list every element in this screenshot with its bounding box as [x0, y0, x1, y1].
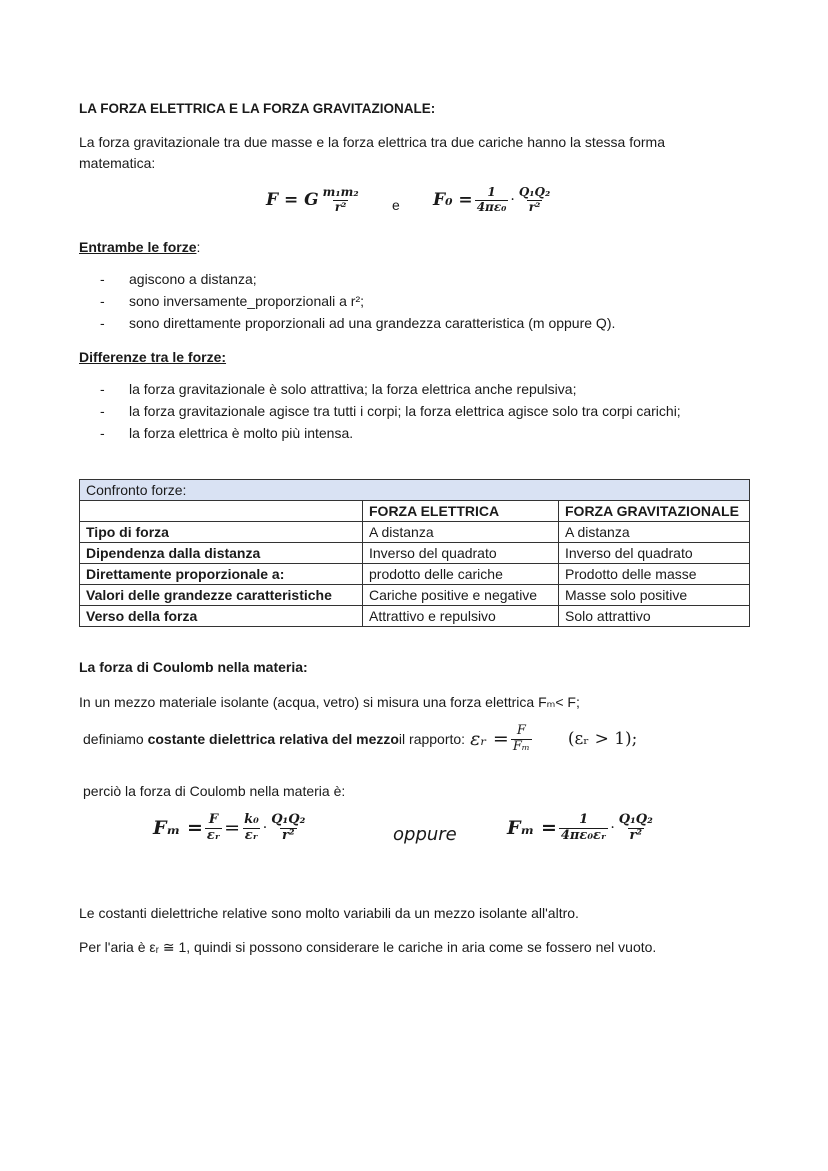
oppure-label: oppure [393, 824, 457, 845]
fm2-lhs: Fₘ = [507, 817, 557, 840]
bullet-marker: - [100, 425, 105, 441]
table-cell: Masse solo positive [559, 585, 750, 606]
table-row [80, 522, 750, 543]
table-header-cell: FORZA GRAVITAZIONALE [559, 501, 750, 522]
eps-condition: (εᵣ > 1); [567, 729, 638, 750]
fm-num-2: k₀ [244, 812, 259, 827]
formula-conjunction: e [392, 197, 400, 213]
page-title: LA FORZA ELETTRICA E LA FORZA GRAVITAZIONALE: [79, 101, 436, 116]
table-cell: Verso della forza [80, 606, 363, 627]
table-row [80, 606, 750, 627]
coulomb-heading: La forza di Coulomb nella materia: [79, 659, 308, 675]
fm2-den-1: 4πε₀εᵣ [560, 827, 607, 843]
table-header-cell: FORZA ELETTRICA [363, 501, 559, 522]
bullet-marker: - [100, 403, 105, 419]
table-cell: Inverso del quadrato [559, 543, 750, 564]
fm2-den-2: r² [629, 827, 643, 843]
grav-num: m₁m₂ [322, 185, 359, 199]
fm-num-1: F [208, 812, 219, 827]
elec-den-2: r² [528, 199, 541, 214]
intro-line-2: matematica: [79, 155, 156, 171]
fm-fraction-3 [269, 813, 307, 844]
fm-fraction-2 [242, 813, 261, 844]
table-cell: Cariche positive e negative [363, 585, 559, 606]
table-cell: Prodotto delle masse [559, 564, 750, 585]
fm2-num-1: 1 [579, 812, 589, 827]
table-cell: A distanza [559, 522, 750, 543]
both-heading-colon: : [196, 239, 201, 255]
eps-num: F [516, 723, 526, 738]
closing-line-1: Le costanti dielettriche relative sono molto variabili da un mezzo isolante all'altro. [79, 905, 579, 921]
fm-fraction-1 [205, 813, 222, 844]
fm-den-3: r² [281, 827, 295, 843]
bullet-marker: - [100, 271, 105, 287]
dot-operator: · [610, 820, 615, 837]
fm2-num-2: Q₁Q₂ [618, 812, 653, 827]
elec-fraction-1 [475, 186, 509, 215]
table-cell: Tipo di forza [80, 522, 363, 543]
elec-lhs: F₀ = [433, 190, 473, 211]
table-cell: Direttamente proporzionale a: [80, 564, 363, 585]
fm-formula-2 [507, 813, 657, 844]
both-heading [79, 237, 200, 258]
fm-formula-1 [153, 813, 309, 844]
table-cell: Attrattivo e repulsivo [363, 606, 559, 627]
diff-heading: Differenze tra le forze: [79, 349, 227, 365]
fm-num-3: Q₁Q₂ [271, 812, 306, 827]
table-row [80, 585, 750, 606]
fm2-fraction-2 [617, 813, 655, 844]
bullet-marker: - [100, 381, 105, 397]
table-cell: A distanza [363, 522, 559, 543]
list-item: agiscono a distanza; [129, 271, 257, 287]
elec-num-1: 1 [487, 185, 496, 199]
table-caption: Confronto forze: [80, 480, 750, 501]
eps-fraction [511, 724, 532, 755]
closing-line-2: Per l'aria è εᵣ ≅ 1, quindi si possono considerare le cariche in aria come se fossero nel vuoto. [79, 939, 657, 955]
definition-term: costante dielettrica relativa del mezzo [147, 731, 399, 748]
elec-num-2: Q₁Q₂ [518, 185, 551, 199]
electric-formula [433, 186, 554, 215]
comparison-table [79, 479, 750, 627]
eps-lhs: εᵣ = [470, 728, 509, 751]
elec-fraction-2 [517, 186, 552, 215]
fm2-fraction-1 [559, 813, 608, 844]
table-cell: Dipendenza dalla distanza [80, 543, 363, 564]
elec-den-1: 4πε₀ [476, 199, 507, 214]
fm-den-2: εᵣ [244, 827, 259, 843]
bullet-marker: - [100, 293, 105, 309]
grav-lhs: F = G [266, 190, 319, 211]
eps-den: Fₘ [512, 738, 530, 754]
list-item: sono inversamente_proporzionali a r²; [129, 293, 365, 309]
coulomb-line-2 [83, 724, 637, 755]
coulomb-line-1: In un mezzo materiale isolante (acqua, vetro) si misura una forza elettrica Fₘ< F; [79, 694, 580, 710]
table-header-row [80, 501, 750, 522]
intro-line-1: La forza gravitazionale tra due masse e la forza elettrica tra due cariche hanno la stessa forma [79, 134, 665, 150]
list-item: sono direttamente proporzionali ad una grandezza caratteristica (m oppure Q). [129, 315, 616, 331]
list-item: la forza gravitazionale agisce tra tutti i corpi; la forza elettrica agisce solo tra corpi carichi; [129, 403, 681, 419]
intro-paragraph [79, 132, 665, 174]
grav-den: r² [334, 199, 347, 214]
table-row [80, 564, 750, 585]
grav-fraction [321, 186, 361, 215]
dot-operator: · [510, 192, 515, 209]
table-cell: Valori delle grandezze caratteristiche [80, 585, 363, 606]
table-cell: prodotto delle cariche [363, 564, 559, 585]
table-header-cell [80, 501, 363, 522]
definition-prefix: definiamo [83, 731, 144, 748]
coulomb-line-3: perciò la forza di Coulomb nella materia è: [83, 783, 346, 799]
list-item: la forza elettrica è molto più intensa. [129, 425, 354, 441]
definition-suffix: il rapporto: [398, 731, 466, 748]
dot-operator: · [262, 820, 268, 837]
table-caption-row [80, 480, 750, 501]
list-item: la forza gravitazionale è solo attrattiva; la forza elettrica anche repulsiva; [129, 381, 577, 397]
both-heading-text: Entrambe le forze [79, 239, 197, 255]
gravitational-formula [266, 186, 363, 215]
bullet-marker: - [100, 315, 105, 331]
table-cell: Inverso del quadrato [363, 543, 559, 564]
fm-den-1: εᵣ [206, 827, 221, 843]
table-row [80, 543, 750, 564]
equals-sign: = [224, 817, 241, 840]
table-cell: Solo attrattivo [559, 606, 750, 627]
fm-lhs: Fₘ = [153, 817, 203, 840]
